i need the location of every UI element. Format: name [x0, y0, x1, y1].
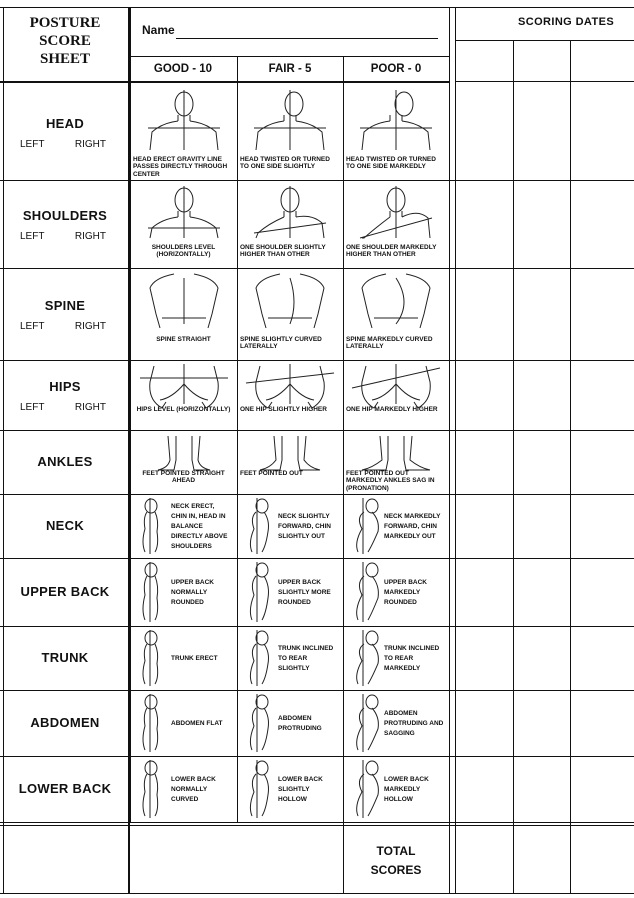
head-score-cell[interactable] — [455, 84, 513, 180]
abdomen-score-cell[interactable] — [513, 690, 570, 756]
divider — [0, 360, 634, 361]
divider — [0, 825, 634, 826]
ankles-good-caption: FEET POINTED STRAIGHT AHEAD — [142, 470, 225, 485]
neck-fair-illustration — [246, 498, 272, 554]
upper-back-fair-caption: UPPER BACK SLIGHTLY MORE ROUNDED — [278, 578, 331, 607]
divider — [0, 430, 634, 431]
shoulders-good-caption: SHOULDERS LEVEL (HORIZONTALLY) — [151, 244, 216, 259]
column-header-poor: POOR - 0 — [370, 63, 422, 75]
hips-fair-caption: ONE HIP SLIGHTLY HIGHER — [240, 406, 327, 413]
head-score-cell[interactable] — [570, 84, 634, 180]
row-label-text: HEAD — [45, 116, 85, 131]
spine-poor-caption: SPINE MARKEDLY CURVED LATERALLY — [346, 336, 433, 351]
left-right-labels — [2, 139, 128, 150]
upper-back-score-cell[interactable] — [570, 558, 634, 626]
row-label-text: SPINE — [44, 298, 86, 313]
abdomen-score-cell[interactable] — [570, 690, 634, 756]
spine-poor-illustration — [356, 272, 436, 334]
trunk-score-cell[interactable] — [513, 626, 570, 690]
hips-poor-caption: ONE HIP MARKEDLY HIGHER — [346, 406, 438, 413]
lower-back-poor-caption: LOWER BACK MARKEDLY HOLLOW — [384, 775, 429, 804]
row-label-text: NECK — [45, 518, 85, 533]
left-label: LEFT — [20, 402, 45, 413]
lower-back-poor-illustration — [352, 760, 378, 818]
column-header-fair: FAIR - 5 — [268, 63, 312, 75]
divider — [449, 7, 450, 893]
ankles-fair-illustration — [250, 434, 330, 468]
row-label-upper-back — [2, 584, 128, 599]
neck-good-caption: NECK ERECT, CHIN IN, HEAD IN BALANCE DIRECTLY ABOVE SHOULDERS — [171, 502, 228, 551]
title-line-1: POSTURE — [29, 15, 101, 31]
divider — [0, 494, 634, 495]
row-label-text: SHOULDERS — [22, 208, 108, 223]
hips-score-cell[interactable] — [513, 360, 570, 430]
divider — [455, 7, 456, 893]
spine-score-cell[interactable] — [513, 268, 570, 360]
ankles-score-cell[interactable] — [570, 430, 634, 494]
shoulders-fair-caption: ONE SHOULDER SLIGHTLY HIGHER THAN OTHER — [240, 244, 326, 259]
head-poor-caption: HEAD TWISTED OR TURNED TO ONE SIDE MARKEDLY — [346, 156, 436, 171]
row-label-spine — [2, 298, 128, 332]
spine-good-illustration — [144, 272, 224, 334]
neck-fair-caption: NECK SLIGHTLY FORWARD, CHIN SLIGHTLY OUT — [278, 512, 331, 541]
sheet-title — [4, 14, 126, 68]
shoulders-poor-caption: ONE SHOULDER MARKEDLY HIGHER THAN OTHER — [346, 244, 437, 259]
neck-score-cell[interactable] — [570, 494, 634, 558]
neck-score-cell[interactable] — [455, 494, 513, 558]
upper-back-score-cell[interactable] — [455, 558, 513, 626]
divider — [237, 56, 238, 822]
row-label-abdomen — [2, 715, 128, 730]
row-label-lower-back — [2, 781, 128, 796]
divider — [130, 7, 131, 822]
head-poor-illustration — [356, 88, 436, 154]
spine-fair-illustration — [250, 272, 330, 334]
shoulders-fair-illustration — [250, 184, 330, 242]
divider — [0, 180, 634, 181]
divider — [0, 268, 634, 269]
hips-score-cell[interactable] — [455, 360, 513, 430]
neck-poor-caption: NECK MARKEDLY FORWARD, CHIN MARKEDLY OUT — [384, 512, 441, 541]
upper-back-poor-caption: UPPER BACK MARKEDLY ROUNDED — [384, 578, 427, 607]
upper-back-good-caption: UPPER BACK NORMALLY ROUNDED — [171, 578, 214, 607]
divider — [343, 56, 344, 893]
neck-poor-illustration — [352, 498, 378, 554]
upper-back-score-cell[interactable] — [513, 558, 570, 626]
spine-good-caption: SPINE STRAIGHT — [156, 336, 211, 343]
divider — [3, 7, 4, 893]
abdomen-score-cell[interactable] — [455, 690, 513, 756]
lower-back-score-cell[interactable] — [513, 756, 570, 822]
neck-score-cell[interactable] — [513, 494, 570, 558]
divider — [0, 822, 634, 823]
ankles-score-cell[interactable] — [455, 430, 513, 494]
right-label: RIGHT — [74, 231, 106, 242]
row-label-text: LOWER BACK — [18, 781, 112, 796]
neck-good-illustration — [139, 498, 165, 554]
head-fair-illustration — [250, 88, 330, 154]
hips-poor-illustration — [356, 364, 436, 404]
total-scores-label — [344, 842, 448, 880]
upper-back-poor-illustration — [352, 562, 378, 622]
title-line-3: SHEET — [39, 51, 91, 67]
divider — [0, 558, 634, 559]
shoulders-poor-illustration — [356, 184, 436, 242]
row-label-text: ABDOMEN — [30, 715, 100, 730]
left-label: LEFT — [20, 231, 45, 242]
trunk-good-illustration — [139, 630, 165, 686]
head-fair-caption: HEAD TWISTED OR TURNED TO ONE SIDE SLIGHTLY — [240, 156, 330, 171]
lower-back-score-cell[interactable] — [455, 756, 513, 822]
row-label-shoulders — [2, 208, 128, 242]
row-label-trunk — [2, 650, 128, 665]
divider — [0, 893, 634, 894]
right-label: RIGHT — [74, 402, 106, 413]
divider — [0, 690, 634, 691]
row-label-text: HIPS — [49, 379, 81, 394]
divider — [0, 756, 634, 757]
head-score-cell[interactable] — [513, 84, 570, 180]
spine-score-cell[interactable] — [455, 268, 513, 360]
name-label: Name — [142, 23, 175, 37]
shoulders-good-illustration — [144, 184, 224, 242]
hips-score-cell[interactable] — [570, 360, 634, 430]
trunk-poor-caption: TRUNK INCLINED TO REAR MARKEDLY — [384, 644, 440, 673]
trunk-fair-caption: TRUNK INCLINED TO REAR SLIGHTLY — [278, 644, 334, 673]
left-right-labels — [2, 321, 128, 332]
row-label-text: ANKLES — [37, 454, 93, 469]
lower-back-fair-illustration — [246, 760, 272, 818]
right-label: RIGHT — [74, 139, 106, 150]
hips-good-caption: HIPS LEVEL (HORIZONTALLY) — [136, 406, 231, 413]
ankles-score-cell[interactable] — [513, 430, 570, 494]
row-label-ankles — [2, 454, 128, 469]
abdomen-good-illustration — [139, 694, 165, 752]
ankles-good-illustration — [144, 434, 224, 468]
trunk-good-caption: TRUNK ERECT — [171, 654, 218, 662]
upper-back-fair-illustration — [246, 562, 272, 622]
abdomen-fair-caption: ABDOMEN PROTRUDING — [278, 714, 322, 732]
row-label-hips — [2, 379, 128, 413]
upper-back-good-illustration — [139, 562, 165, 622]
shoulders-score-cell[interactable] — [570, 180, 634, 268]
divider — [455, 40, 634, 41]
lower-back-fair-caption: LOWER BACK SLIGHTLY HOLLOW — [278, 775, 323, 804]
divider — [513, 40, 514, 893]
hips-fair-illustration — [250, 364, 330, 404]
abdomen-poor-caption: ABDOMEN PROTRUDING AND SAGGING — [384, 709, 444, 738]
shoulders-score-cell[interactable] — [513, 180, 570, 268]
ankles-poor-caption: FEET POINTED OUT MARKEDLY ANKLES SAG IN (PRONATION) — [346, 470, 435, 492]
lower-back-good-illustration — [139, 760, 165, 818]
hips-good-illustration — [144, 364, 224, 404]
lower-back-good-caption: LOWER BACK NORMALLY CURVED — [171, 775, 216, 804]
ankles-poor-illustration — [356, 434, 436, 468]
ankles-fair-caption: FEET POINTED OUT — [240, 470, 303, 477]
left-label: LEFT — [20, 139, 45, 150]
head-good-caption: HEAD ERECT GRAVITY LINE PASSES DIRECTLY THROUGH CENTER — [133, 156, 228, 178]
head-good-illustration — [144, 88, 224, 154]
divider — [455, 81, 634, 82]
scoring-dates-label: SCORING DATES — [518, 16, 615, 28]
left-right-labels — [2, 231, 128, 242]
total-label-line-2: SCORES — [370, 863, 422, 877]
shoulders-score-cell[interactable] — [455, 180, 513, 268]
name-field[interactable] — [176, 26, 438, 39]
trunk-score-cell[interactable] — [455, 626, 513, 690]
column-header-good: GOOD - 10 — [153, 63, 213, 75]
abdomen-poor-illustration — [352, 694, 378, 752]
divider — [0, 7, 634, 8]
trunk-score-cell[interactable] — [570, 626, 634, 690]
divider — [570, 40, 571, 893]
row-label-neck — [2, 518, 128, 533]
trunk-poor-illustration — [352, 630, 378, 686]
trunk-fair-illustration — [246, 630, 272, 686]
divider — [0, 626, 634, 627]
divider — [0, 81, 449, 83]
abdomen-good-caption: ABDOMEN FLAT — [171, 719, 223, 727]
total-label-line-1: TOTAL — [376, 844, 416, 858]
right-label: RIGHT — [74, 321, 106, 332]
spine-fair-caption: SPINE SLIGHTLY CURVED LATERALLY — [240, 336, 322, 351]
title-line-2: SCORE — [39, 33, 91, 49]
left-right-labels — [2, 402, 128, 413]
row-label-text: UPPER BACK — [20, 584, 110, 599]
left-label: LEFT — [20, 321, 45, 332]
divider — [130, 56, 449, 57]
spine-score-cell[interactable] — [570, 268, 634, 360]
row-label-text: TRUNK — [41, 650, 89, 665]
abdomen-fair-illustration — [246, 694, 272, 752]
lower-back-score-cell[interactable] — [570, 756, 634, 822]
row-label-head — [2, 116, 128, 150]
